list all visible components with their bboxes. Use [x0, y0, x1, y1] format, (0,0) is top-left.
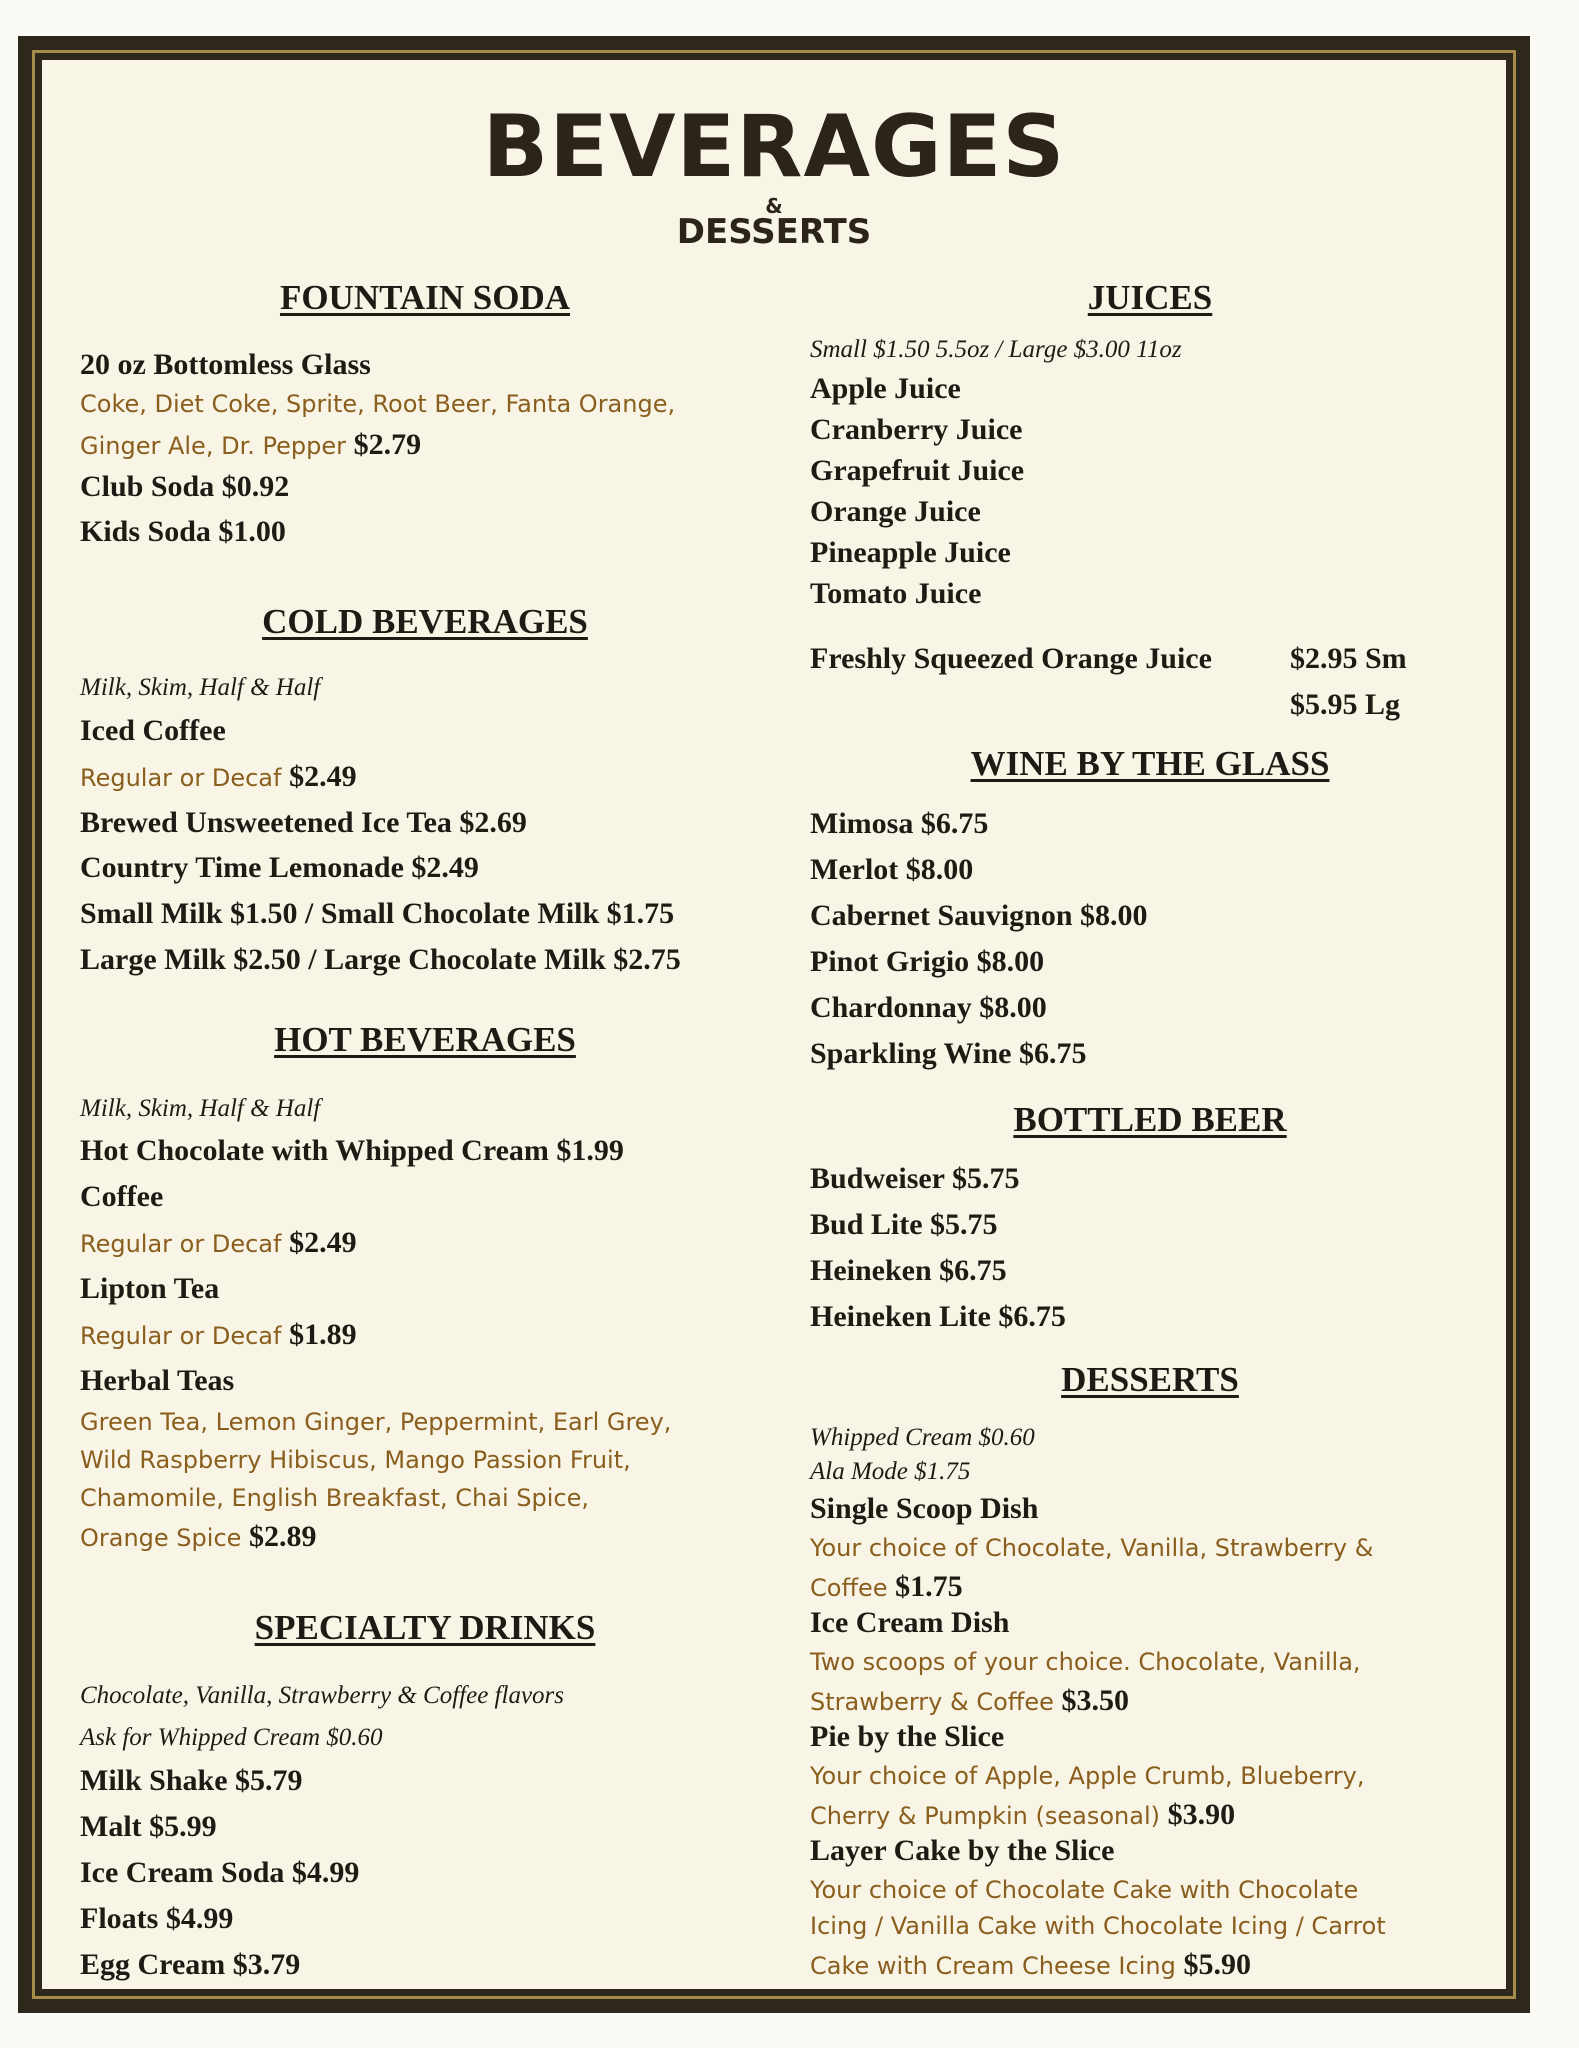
- item-price: $5.95 Lg: [1290, 688, 1401, 721]
- section-note: Ala Mode $1.75: [810, 1458, 971, 1485]
- menu-item: Floats $4.99: [80, 1902, 234, 1935]
- item-description-text: Regular or Decaf: [80, 764, 282, 792]
- section-note: Whipped Cream $0.60: [810, 1424, 1035, 1451]
- menu-item: Lipton Tea: [80, 1272, 220, 1305]
- section-title-desserts: DESSERTS: [1061, 1360, 1239, 1399]
- menu-item: Orange Juice: [810, 495, 981, 528]
- menu-item: Layer Cake by the Slice: [810, 1834, 1115, 1867]
- section-title-specialty-drinks: SPECIALTY DRINKS: [254, 1608, 596, 1647]
- menu-item: Apple Juice: [810, 372, 961, 405]
- item-description: Your choice of Apple, Apple Crumb, Blueberry,: [810, 1762, 1365, 1790]
- menu-item: Pie by the Slice: [810, 1720, 1005, 1753]
- item-description: Chamomile, English Breakfast, Chai Spice,: [80, 1484, 589, 1512]
- section-note: Chocolate, Vanilla, Strawberry & Coffee flavors: [80, 1682, 564, 1709]
- menu-item: Grapefruit Juice: [810, 454, 1025, 487]
- item-description: [80, 760, 357, 794]
- section-note: Milk, Skim, Half & Half: [80, 674, 321, 701]
- menu-item: Merlot $8.00: [810, 853, 974, 886]
- item-description: Wild Raspberry Hibiscus, Mango Passion Fruit,: [80, 1446, 631, 1474]
- section-title-fountain-soda: FOUNTAIN SODA: [279, 278, 571, 317]
- item-price: $1.75: [895, 1570, 963, 1603]
- section-title-cold-beverages: COLD BEVERAGES: [262, 602, 588, 641]
- menu-item: Malt $5.99: [80, 1810, 217, 1843]
- menu-item: Single Scoop Dish: [810, 1492, 1039, 1525]
- menu-item: Budweiser $5.75: [810, 1162, 1020, 1195]
- section-title-wine: WINE BY THE GLASS: [970, 744, 1330, 783]
- item-description: [80, 1226, 357, 1260]
- menu-item: Country Time Lemonade $2.49: [80, 851, 479, 884]
- item-description-text: Regular or Decaf: [80, 1230, 282, 1258]
- menu-item: Milk Shake $5.79: [80, 1764, 303, 1797]
- menu-item: Ice Cream Soda $4.99: [80, 1856, 360, 1889]
- menu-item: Tomato Juice: [810, 577, 982, 610]
- menu-item: Small Milk $1.50 / Small Chocolate Milk $1.75: [80, 897, 675, 930]
- item-description-text: Coffee: [810, 1574, 888, 1602]
- menu-item: Heineken $6.75: [810, 1254, 1007, 1287]
- item-description: Your choice of Chocolate Cake with Chocolate: [810, 1876, 1359, 1904]
- menu-item: Sparkling Wine $6.75: [810, 1037, 1087, 1070]
- item-price: $2.49: [289, 760, 357, 793]
- menu-item: Ice Cream Dish: [810, 1606, 1010, 1639]
- menu-item: Herbal Teas: [80, 1364, 235, 1397]
- menu-item: Egg Cream $3.79: [80, 1948, 301, 1981]
- item-description: Coke, Diet Coke, Sprite, Root Beer, Fanta Orange,: [80, 390, 676, 418]
- section-note: Milk, Skim, Half & Half: [80, 1095, 321, 1122]
- section-title-juices: JUICES: [1087, 278, 1213, 317]
- item-price: $2.79: [353, 428, 422, 461]
- menu-item: Iced Coffee: [80, 714, 226, 747]
- item-description: [810, 1570, 963, 1604]
- item-price: $2.95 Sm: [1290, 642, 1407, 675]
- menu-panel: [42, 60, 1506, 1989]
- item-price: $1.89: [289, 1318, 357, 1351]
- item-description: [80, 1520, 317, 1554]
- menu-item: Cabernet Sauvignon $8.00: [810, 899, 1148, 932]
- page-title: BEVERAGES: [482, 97, 1066, 197]
- item-description-text: Strawberry & Coffee: [810, 1688, 1054, 1716]
- item-description: [80, 428, 421, 462]
- section-note: Small $1.50 5.5oz / Large $3.00 11oz: [810, 336, 1182, 363]
- item-price: $3.90: [1167, 1798, 1236, 1831]
- item-description: [80, 1318, 357, 1352]
- menu-item: Heineken Lite $6.75: [810, 1300, 1066, 1333]
- menu-item: Kids Soda $1.00: [80, 515, 286, 548]
- item-price: $3.50: [1061, 1684, 1129, 1717]
- item-description: [810, 1948, 1251, 1982]
- page-subtitle: DESSERTS: [676, 212, 872, 252]
- menu-item: Pineapple Juice: [810, 536, 1011, 569]
- section-title-hot-beverages: HOT BEVERAGES: [274, 1020, 576, 1059]
- menu-item: Club Soda $0.92: [80, 470, 290, 503]
- item-description: Green Tea, Lemon Ginger, Peppermint, Earl Grey,: [80, 1408, 672, 1436]
- menu-item: Brewed Unsweetened Ice Tea $2.69: [80, 806, 527, 839]
- item-description: [810, 1798, 1235, 1832]
- menu-item: Large Milk $2.50 / Large Chocolate Milk $2.75: [80, 943, 681, 976]
- item-description: Icing / Vanilla Cake with Chocolate Icing / Carrot: [810, 1912, 1386, 1940]
- item-description-text: Cherry & Pumpkin (seasonal): [810, 1802, 1160, 1830]
- menu-item: Hot Chocolate with Whipped Cream $1.99: [80, 1134, 624, 1167]
- item-price: $2.49: [289, 1226, 357, 1259]
- menu-item: Pinot Grigio $8.00: [810, 945, 1045, 978]
- item-description: Two scoops of your choice. Chocolate, Vanilla,: [810, 1648, 1361, 1676]
- menu-item: Bud Lite $5.75: [810, 1208, 998, 1241]
- menu-item: Coffee: [80, 1180, 164, 1213]
- item-price: $5.90: [1183, 1948, 1251, 1981]
- item-description-text: Regular or Decaf: [80, 1322, 282, 1350]
- item-description: [810, 1684, 1129, 1718]
- menu-item: Chardonnay $8.00: [810, 991, 1047, 1024]
- title-ampersand: &: [765, 194, 783, 218]
- menu-item: 20 oz Bottomless Glass: [80, 348, 371, 381]
- item-price: $2.89: [249, 1520, 317, 1553]
- item-description-text: Ginger Ale, Dr. Pepper: [80, 432, 346, 460]
- section-note: Ask for Whipped Cream $0.60: [80, 1724, 383, 1751]
- item-description: Your choice of Chocolate, Vanilla, Strawberry &: [810, 1534, 1374, 1562]
- section-title-bottled-beer: BOTTLED BEER: [1013, 1100, 1287, 1139]
- menu-item: Mimosa $6.75: [810, 807, 989, 840]
- item-description-text: Orange Spice: [80, 1524, 242, 1552]
- item-description-text: Cake with Cream Cheese Icing: [810, 1952, 1176, 1980]
- menu-item: Cranberry Juice: [810, 413, 1023, 446]
- menu-item: Freshly Squeezed Orange Juice: [810, 642, 1212, 675]
